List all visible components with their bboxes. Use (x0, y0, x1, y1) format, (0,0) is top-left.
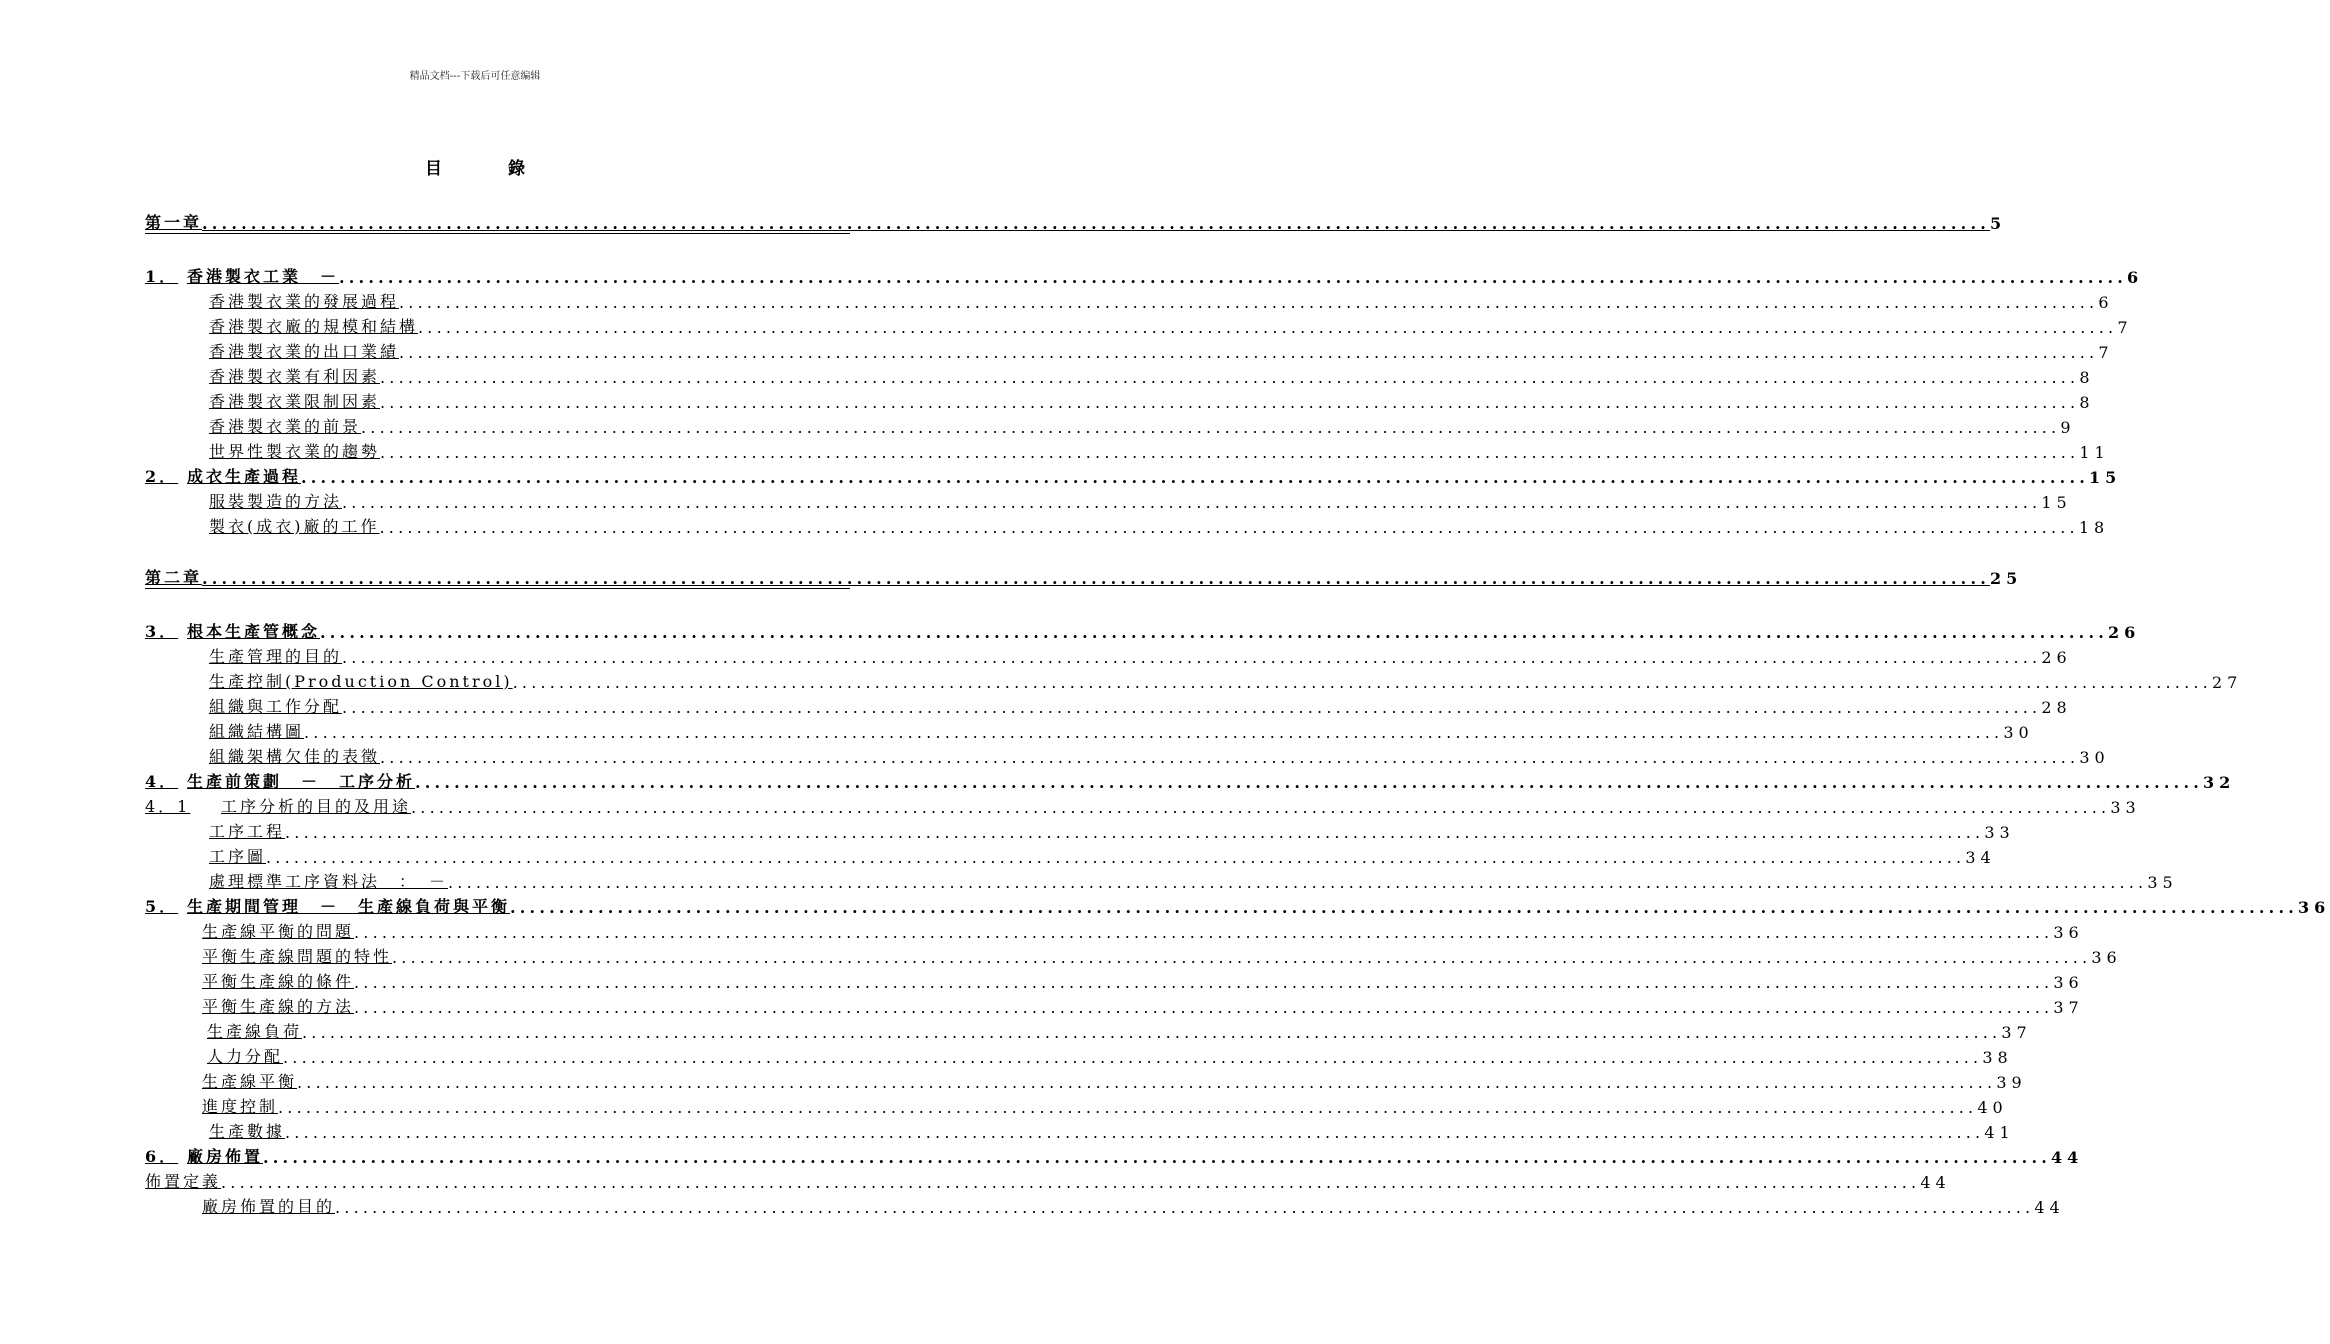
toc-page-number: 7 (2098, 343, 2114, 362)
toc-entry-title: 進度控制 (202, 1097, 279, 1116)
toc-page-number: 33 (2110, 798, 2141, 817)
toc-subsection-entry[interactable] (145, 1092, 2008, 1117)
toc-dot-leader (448, 873, 2147, 892)
toc-entry-title: 組織結構圖 (209, 722, 305, 741)
toc-dot-leader (342, 648, 2041, 667)
toc-entry-title: 工序分析的目的及用途 (221, 797, 412, 816)
toc-dot-leader (301, 468, 2089, 487)
toc-entry-title: 人力分配 (207, 1047, 284, 1066)
toc-entry-title: 生產控制(Production Control) (209, 672, 513, 691)
toc-entry-title: 第一章 (145, 213, 203, 232)
toc-section-entry[interactable] (145, 1142, 2084, 1167)
toc-dot-leader (510, 898, 2298, 917)
toc-entry-title: 平衡生產線的方法 (202, 997, 355, 1016)
toc-entry-title: 服裝製造的方法 (209, 492, 343, 511)
toc-page-number: 36 (2053, 923, 2084, 942)
toc-page-number: 35 (2147, 873, 2178, 892)
toc-subsection-entry[interactable] (145, 992, 2084, 1017)
toc-page-number: 28 (2041, 698, 2072, 717)
toc-subsection-entry[interactable] (145, 642, 2072, 667)
toc-subsection-entry[interactable] (145, 717, 2034, 742)
toc-dot-leader (202, 569, 1990, 588)
toc-entry-number: 3． (145, 622, 179, 641)
toc-page-number: 9 (2060, 418, 2076, 437)
toc-entry-title: 佈置定義 (145, 1172, 222, 1191)
toc-dot-leader (415, 773, 2203, 792)
toc-dot-leader (339, 268, 2127, 287)
toc-entry-title: 香港製衣業的發展過程 (209, 292, 400, 311)
toc-subsection-entry[interactable] (145, 917, 2084, 942)
toc-subsection-entry[interactable] (145, 362, 2095, 387)
toc-entry-title: 生產前策劃 － 工序分析 (187, 772, 416, 791)
toc-subsection-entry[interactable] (145, 692, 2072, 717)
table-of-contents (145, 208, 2330, 1217)
toc-section-entry[interactable] (145, 892, 2330, 917)
toc-page-number: 44 (1920, 1173, 1951, 1192)
toc-dot-leader (285, 823, 1984, 842)
toc-page-number: 6 (2126, 268, 2144, 287)
toc-page-number: 8 (2079, 368, 2095, 387)
toc-page-number: 37 (2001, 1023, 2032, 1042)
toc-entry-title: 組織架構欠佳的表徵 (209, 747, 381, 766)
toc-entry-title: 根本生產管概念 (187, 622, 321, 641)
toc-page-number: 39 (1996, 1073, 2027, 1092)
toc-dot-leader (202, 214, 1990, 233)
page-title: 目 錄 (425, 159, 555, 179)
toc-dot-leader (380, 368, 2079, 387)
toc-section-entry[interactable] (145, 617, 2141, 642)
toc-subsection-entry[interactable] (145, 867, 2178, 892)
toc-dot-leader (361, 418, 2060, 437)
toc-page-number: 32 (2202, 773, 2236, 792)
toc-entry-number: 2． (145, 467, 179, 486)
toc-dot-leader (302, 1023, 2001, 1042)
toc-subsection-entry[interactable] (145, 942, 2122, 967)
toc-dot-leader (392, 948, 2091, 967)
toc-chapter-entry[interactable] (145, 563, 2023, 589)
toc-page-number: 27 (2211, 673, 2243, 692)
toc-page-number: 26 (2041, 648, 2072, 667)
toc-dot-leader (399, 343, 2098, 362)
toc-dot-leader (342, 493, 2041, 512)
toc-chapter-entry[interactable] (145, 208, 2007, 234)
toc-page-number: 8 (2079, 393, 2095, 412)
toc-dot-leader (266, 848, 1965, 867)
toc-page-number: 44 (2034, 1198, 2065, 1217)
toc-entry-title: 組織與工作分配 (209, 697, 343, 716)
toc-subsection-entry[interactable] (145, 792, 2141, 817)
toc-subsection-entry[interactable] (145, 842, 1996, 867)
toc-subsection-entry[interactable] (145, 387, 2095, 412)
toc-page-number: 36 (2053, 973, 2084, 992)
toc-subsection-entry[interactable] (145, 817, 2015, 842)
toc-entry-title: 香港製衣業的出口業績 (209, 342, 400, 361)
toc-subsection-entry[interactable] (145, 742, 2110, 767)
toc-page-number: 38 (1982, 1048, 2013, 1067)
toc-subsection-entry[interactable] (145, 312, 2133, 337)
toc-page-number: 40 (1977, 1098, 2008, 1117)
toc-section-entry[interactable] (145, 462, 2122, 487)
toc-page-number: 36 (2297, 898, 2330, 917)
toc-page-number: 18 (2078, 518, 2110, 537)
toc-page-number: 37 (2053, 998, 2084, 1017)
toc-subsection-entry[interactable] (145, 512, 2110, 537)
toc-entry-title: 廠房佈置的目的 (202, 1197, 336, 1216)
toc-dot-leader (354, 973, 2053, 992)
toc-subsection-entry[interactable] (145, 1117, 2015, 1142)
toc-dot-leader (335, 1198, 2034, 1217)
toc-subsection-entry[interactable] (145, 437, 2110, 462)
toc-page-number: 30 (2079, 748, 2110, 767)
toc-entry-number: 4． (145, 772, 179, 791)
toc-section-entry[interactable] (145, 767, 2236, 792)
toc-subsection-entry[interactable] (145, 1042, 2013, 1067)
toc-page-number: 7 (2117, 318, 2133, 337)
toc-dot-leader (283, 1048, 1982, 1067)
toc-entry-title: 生產線平衡 (202, 1072, 298, 1091)
toc-entry-title: 生產線負荷 (207, 1022, 303, 1041)
toc-subsection-entry[interactable] (145, 1067, 2027, 1092)
toc-entry-title: 平衡生產線的條件 (202, 972, 355, 991)
toc-section-entry[interactable] (145, 262, 2144, 287)
toc-dot-leader (263, 1148, 2051, 1167)
toc-subsection-entry[interactable] (145, 667, 2243, 692)
toc-page-number: 26 (2107, 623, 2141, 642)
toc-entry-title: 第二章 (145, 568, 203, 587)
toc-dot-leader (304, 723, 2003, 742)
toc-entry-title: 處理標準工序資料法 ： － (209, 872, 449, 891)
toc-entry-title: 香港製衣工業 － (187, 267, 340, 286)
toc-entry-title: 生產數據 (209, 1122, 286, 1141)
toc-page-number: 33 (1984, 823, 2015, 842)
toc-entry-title: 香港製衣廠的規模和結構 (209, 317, 419, 336)
toc-entry-number: 6． (145, 1147, 179, 1166)
toc-page-number: 25 (1989, 569, 2023, 588)
toc-page-number: 5 (1989, 214, 2007, 233)
toc-entry-title: 工序圖 (209, 847, 267, 866)
toc-page-number: 11 (2079, 443, 2110, 462)
toc-dot-leader (278, 1098, 1977, 1117)
toc-subsection-entry[interactable] (145, 1167, 1951, 1192)
toc-dot-leader (513, 673, 2212, 692)
toc-entry-title: 廠房佈置 (187, 1147, 264, 1166)
toc-page-number: 6 (2098, 293, 2114, 312)
toc-subsection-entry[interactable] (145, 337, 2114, 362)
toc-entry-title: 製衣(成衣)廠的工作 (209, 517, 380, 536)
toc-entry-title: 平衡生產線問題的特性 (202, 947, 393, 966)
toc-page-number: 30 (2003, 723, 2034, 742)
toc-dot-leader (380, 443, 2079, 462)
toc-dot-leader (320, 623, 2108, 642)
toc-entry-title: 生產期間管理 － 生產線負荷與平衡 (187, 897, 511, 916)
toc-subsection-entry[interactable] (145, 287, 2114, 312)
toc-dot-leader (297, 1073, 1996, 1092)
toc-entry-title: 香港製衣業的前景 (209, 417, 362, 436)
toc-subsection-entry[interactable] (145, 1192, 2065, 1217)
toc-page-number: 36 (2091, 948, 2122, 967)
toc-dot-leader (221, 1173, 1920, 1192)
watermark: 精品文档---下载后可任意编辑 (409, 71, 541, 82)
toc-page-number: 44 (2050, 1148, 2084, 1167)
toc-entry-number: 4．1 (145, 797, 191, 816)
toc-entry-title: 生產線平衡的問題 (202, 922, 355, 941)
toc-entry-title: 香港製衣業限制因素 (209, 392, 381, 411)
toc-entry-number: 1． (145, 267, 179, 286)
toc-entry-title: 世界性製衣業的趨勢 (209, 442, 381, 461)
toc-dot-leader (354, 923, 2053, 942)
toc-dot-leader (380, 393, 2079, 412)
toc-entry-title: 生產管理的目的 (209, 647, 343, 666)
toc-dot-leader (342, 698, 2041, 717)
toc-subsection-entry[interactable] (145, 412, 2076, 437)
toc-dot-leader (380, 518, 2079, 537)
toc-dot-leader (411, 798, 2110, 817)
toc-page-number: 15 (2088, 468, 2122, 487)
toc-page-number: 34 (1965, 848, 1996, 867)
toc-page-number: 15 (2041, 493, 2072, 512)
toc-dot-leader (380, 748, 2079, 767)
toc-subsection-entry[interactable] (145, 487, 2072, 512)
toc-dot-leader (354, 998, 2053, 1017)
toc-dot-leader (418, 318, 2117, 337)
toc-entry-title: 香港製衣業有利因素 (209, 367, 381, 386)
toc-entry-title: 成衣生產過程 (187, 467, 302, 486)
toc-entry-title: 工序工程 (209, 822, 286, 841)
toc-dot-leader (399, 293, 2098, 312)
toc-dot-leader (285, 1123, 1984, 1142)
toc-subsection-entry[interactable] (145, 1017, 2032, 1042)
toc-subsection-entry[interactable] (145, 967, 2084, 992)
toc-page-number: 41 (1984, 1123, 2015, 1142)
toc-entry-number: 5． (145, 897, 179, 916)
